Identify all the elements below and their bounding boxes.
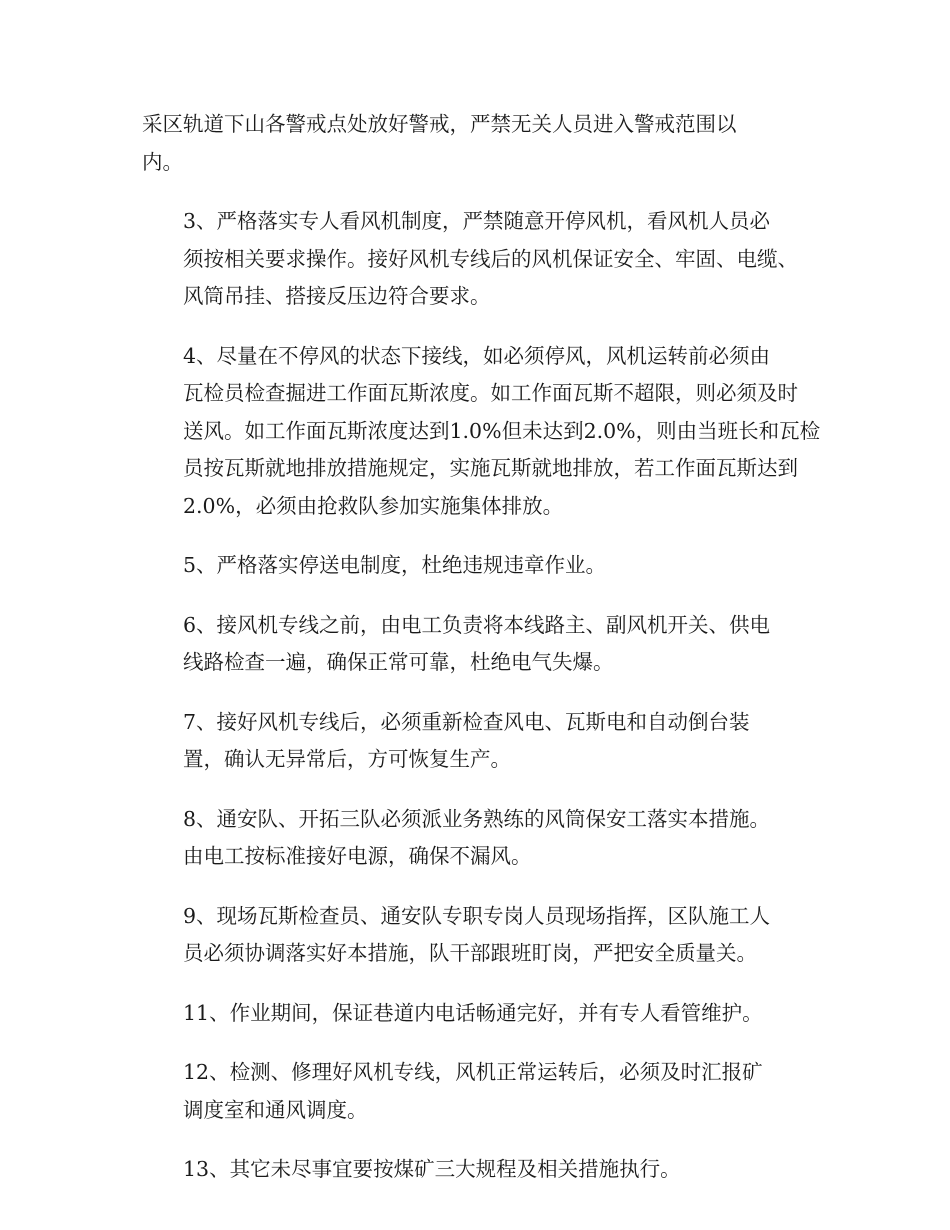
text-line: 9、现场瓦斯检查员、通安队专职专岗人员现场指挥，区队施工人 [183,903,771,928]
document-body [142,106,821,1211]
text-line: 2.0%，必须由抢救队参加实施集体排放。 [183,493,564,518]
text-line: 5、严格落实停送电制度，杜绝违规违章作业。 [183,553,607,577]
text-line: 采区轨道下山各警戒点处放好警戒，严禁无关人员进入警戒范围以 [142,112,737,136]
text-line: 7、接好风机专线后，必须重新检查风电、瓦斯电和自动倒台装 [183,709,750,734]
text-line: 13、其它未尽事宜要按煤矿三大规程及相关措施执行。 [183,1157,681,1181]
text-line: 6、接风机专线之前，由电工负责将本线路主、副风机开关、供电 [183,612,771,637]
text-line: 送风。如工作面瓦斯浓度达到1.0%但未达到2.0%，则由当班长和瓦检 [183,418,821,443]
paragraph [142,995,812,1033]
paragraph [142,106,812,181]
text-line: 3、严格落实专人看风机制度，严禁随意开停风机，看风机人员必 [183,209,771,233]
paragraph [142,338,821,526]
text-line: 内。 [142,149,183,174]
text-line: 4、尽量在不停风的状态下接线，如必须停风，风机运转前必须由 [183,343,771,368]
text-line: 调度室和通风调度。 [183,1097,368,1122]
text-line: 由电工按标准接好电源，确保不漏风。 [183,844,532,868]
paragraph [142,704,812,779]
paragraph [142,547,812,585]
text-line: 线路检查一遍，确保正常可靠，杜绝电气失爆。 [183,650,614,674]
text-line: 8、通安队、开拓三队必须派业务熟练的风筒保安工落实本措施。 [183,806,771,831]
text-line: 瓦检员检查掘进工作面瓦斯浓度。如工作面瓦斯不超限，则必须及时 [183,381,798,405]
text-line: 员必须协调落实好本措施，队干部跟班盯岗，严把安全质量关。 [183,941,757,965]
text-line: 员按瓦斯就地排放措施规定，实施瓦斯就地排放，若工作面瓦斯达到 [183,456,798,480]
text-line: 11、作业期间，保证巷道内电话畅通完好，并有专人看管维护。 [183,1000,763,1025]
paragraph [142,1151,812,1189]
text-line: 12、检测、修理好风机专线，风机正常运转后，必须及时汇报矿 [183,1060,763,1084]
text-line: 置，确认无异常后，方可恢复生产。 [183,747,511,771]
paragraph [142,898,812,973]
paragraph [142,801,812,876]
paragraph [142,607,812,682]
text-line: 须按相关要求操作。接好风机专线后的风机保证安全、牢固、电缆、 [183,246,798,271]
paragraph [142,1054,812,1129]
paragraph [142,203,812,316]
text-line: 风筒吊挂、搭接反压边符合要求。 [183,284,491,308]
